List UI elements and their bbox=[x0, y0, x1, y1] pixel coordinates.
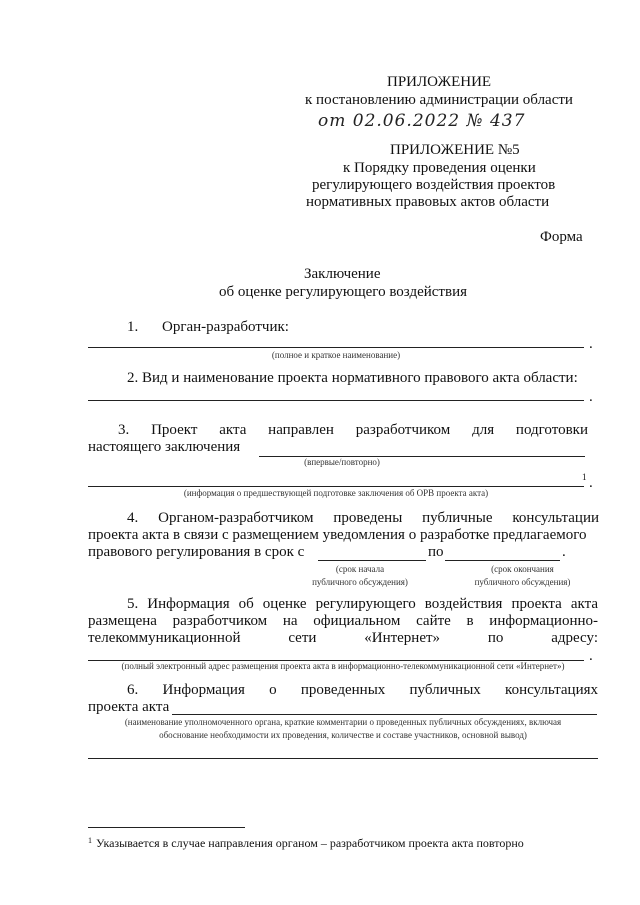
item2-period: . bbox=[589, 389, 593, 405]
item6-fill-line bbox=[172, 714, 597, 715]
order-line-1: к Порядку проведения оценки bbox=[343, 160, 536, 176]
order-line-2: регулирующего воздействия проектов bbox=[312, 177, 556, 193]
appendix5-heading: ПРИЛОЖЕНИЕ №5 bbox=[390, 142, 520, 158]
footnote-mark: 1 bbox=[88, 836, 92, 845]
item6-caption-2: обоснование необходимости их проведения, количестве и составе участников, основной вывод) bbox=[159, 730, 527, 740]
item4-to-label: по bbox=[428, 544, 444, 560]
item4-period: . bbox=[562, 544, 566, 560]
item3-footnote-mark: 1 bbox=[582, 472, 587, 482]
resolution-reference: к постановлению администрации области bbox=[305, 92, 573, 108]
item2-text: 2. Вид и наименование проекта нормативного правового акта области: bbox=[127, 370, 578, 386]
form-label: Форма bbox=[540, 229, 583, 245]
footnote-text: Указывается в случае направления органом – разработчиком проекта акта повторно bbox=[96, 836, 524, 850]
handwritten-date-number: от 02.06.2022 № 437 bbox=[318, 111, 526, 131]
item4-caption-end-1: (срок окончания bbox=[491, 564, 554, 574]
appendix-heading: ПРИЛОЖЕНИЕ bbox=[387, 74, 492, 90]
item1-fill-line bbox=[88, 347, 584, 348]
item4-start-date-line bbox=[318, 560, 426, 561]
item3-caption-info: (информация о предшествующей подготовке заключения об ОРВ проекта акта) bbox=[183, 488, 489, 498]
item5-line-3: телекоммуникационной сети «Интернет» по адресу: bbox=[88, 630, 598, 646]
item4-caption-end-2: публичного обсуждения) bbox=[474, 577, 571, 587]
item3-line-1: 3. Проект акта направлен разработчиком для подготовки bbox=[118, 422, 588, 438]
item5-line-2: размещена разработчиком на официальном сайте в информационно- bbox=[88, 613, 598, 629]
item6-extra-line bbox=[88, 758, 598, 759]
item1-number: 1. bbox=[127, 319, 139, 335]
item1-text: Орган-разработчик: bbox=[162, 319, 289, 335]
title-line-2: об оценке регулирующего воздействия bbox=[219, 284, 467, 300]
item4-caption-start-1: (срок начала bbox=[335, 564, 385, 574]
item3-period: . bbox=[589, 475, 593, 491]
item2-fill-line bbox=[88, 400, 584, 401]
footnote-separator bbox=[88, 827, 245, 828]
item6-line-1: 6. Информация о проведенных публичных консультациях bbox=[127, 682, 598, 698]
item4-caption-start-2: публичного обсуждения) bbox=[312, 577, 408, 587]
item1-caption: (полное и краткое наименование) bbox=[271, 350, 401, 360]
order-line-3: нормативных правовых актов области bbox=[306, 194, 550, 210]
item5-period: . bbox=[589, 648, 593, 664]
item4-end-date-line bbox=[445, 560, 560, 561]
item3-caption-status: (впервые/повторно) bbox=[304, 457, 380, 467]
item6-caption-1: (наименование уполномоченного органа, краткие комментарии о проведенных публичных обсуждениях, включая bbox=[124, 717, 562, 727]
item3-info-line bbox=[88, 486, 584, 487]
item4-line-3: правового регулирования в срок с bbox=[88, 544, 305, 560]
item5-caption: (полный электронный адрес размещения проекта акта в информационно-телекоммуникационной сети «Интернет») bbox=[121, 661, 565, 671]
item4-line-1: 4. Органом-разработчиком проведены публичные консультации bbox=[127, 510, 599, 526]
title-line-1: Заключение bbox=[304, 266, 381, 282]
item5-line-1: 5. Информация об оценке регулирующего воздействия проекта акта bbox=[127, 596, 598, 612]
item6-line-2: проекта акта bbox=[88, 699, 170, 715]
item3-line-2: настоящего заключения bbox=[88, 439, 241, 455]
item1-period: . bbox=[589, 336, 593, 352]
item4-line-2: проекта акта в связи с размещением уведомления о разработке предлагаемого bbox=[88, 527, 587, 543]
